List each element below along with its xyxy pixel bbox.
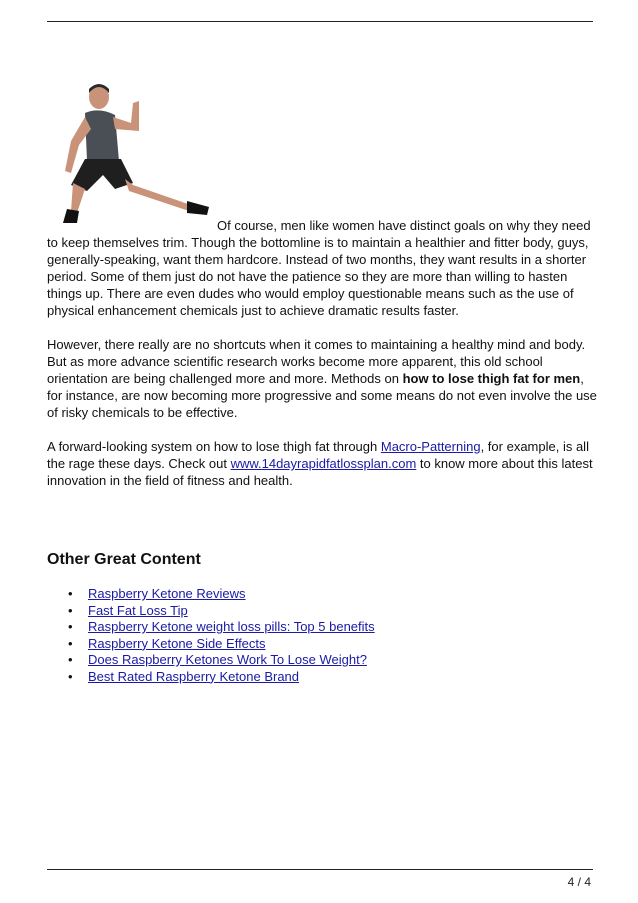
list-item bbox=[68, 586, 375, 603]
side-effects-link[interactable]: Raspberry Ketone Side Effects bbox=[88, 635, 266, 651]
paragraph-3-text-b: , for example, is all the rage these days. Check out bbox=[47, 439, 589, 471]
does-it-work-link[interactable]: Does Raspberry Ketones Work To Lose Weight? bbox=[88, 652, 367, 667]
list-item bbox=[68, 636, 375, 653]
other-content-list bbox=[68, 586, 375, 685]
list-item bbox=[68, 603, 375, 620]
header-rule bbox=[47, 21, 593, 22]
macro-patterning-link[interactable]: Macro-Patterning bbox=[380, 439, 481, 454]
man-lunging-photo bbox=[41, 83, 213, 231]
list-item bbox=[68, 669, 375, 686]
paragraph-3 bbox=[47, 438, 597, 489]
list-item bbox=[68, 619, 375, 636]
paragraph-2-text-b: , for instance, are now becoming more progressive and some means do not even involve the use of risky chemicals to be effective. bbox=[47, 371, 597, 420]
raspberry-ketone-reviews-link[interactable]: Raspberry Ketone Reviews bbox=[88, 586, 246, 601]
best-rated-brand-link[interactable]: Best Rated Raspberry Ketone Brand bbox=[88, 668, 300, 684]
fatlossplan-link[interactable]: www.14dayrapidfatlossplan.com bbox=[230, 456, 417, 471]
fast-fat-loss-tip-link[interactable]: Fast Fat Loss Tip bbox=[88, 602, 188, 618]
page-number: 4 / 4 bbox=[567, 875, 591, 889]
weight-loss-pills-link[interactable]: Raspberry Ketone weight loss pills: Top 5 benefits bbox=[88, 619, 375, 634]
list-item bbox=[68, 652, 375, 669]
paragraph-2 bbox=[47, 336, 597, 421]
footer-rule bbox=[47, 869, 593, 870]
other-content-heading: Other Great Content bbox=[47, 551, 201, 568]
paragraph-3-text-a: A forward-looking system on how to lose thigh fat through bbox=[47, 439, 381, 454]
article-body bbox=[47, 217, 597, 489]
bold-keyword: how to lose thigh fat for men bbox=[402, 371, 581, 386]
paragraph-3-text-c: to know more about this latest innovation in the field of fitness and health. bbox=[47, 456, 593, 488]
paragraph-1: Of course, men like women have distinct goals on why they need to keep themselves trim. Though the bottomline is to maintain a healthier and fitter body, guys, generally-speaking, want them hardcore. Instead of two months, they want results in a shorter period. Some of them just do not have the patience so they are more than willing to hasten things up. There are even dudes who would employ questionable means such as the use of physical enhancement chemicals just to achieve dramatic results faster. bbox=[47, 218, 591, 318]
paragraph-2-text-a: However, there really are no shortcuts when it comes to maintaining a healthy mind and body. But as more advance scientific research works become more apparent, this old school orientation are being challenged more and more. Methods on bbox=[47, 337, 586, 386]
